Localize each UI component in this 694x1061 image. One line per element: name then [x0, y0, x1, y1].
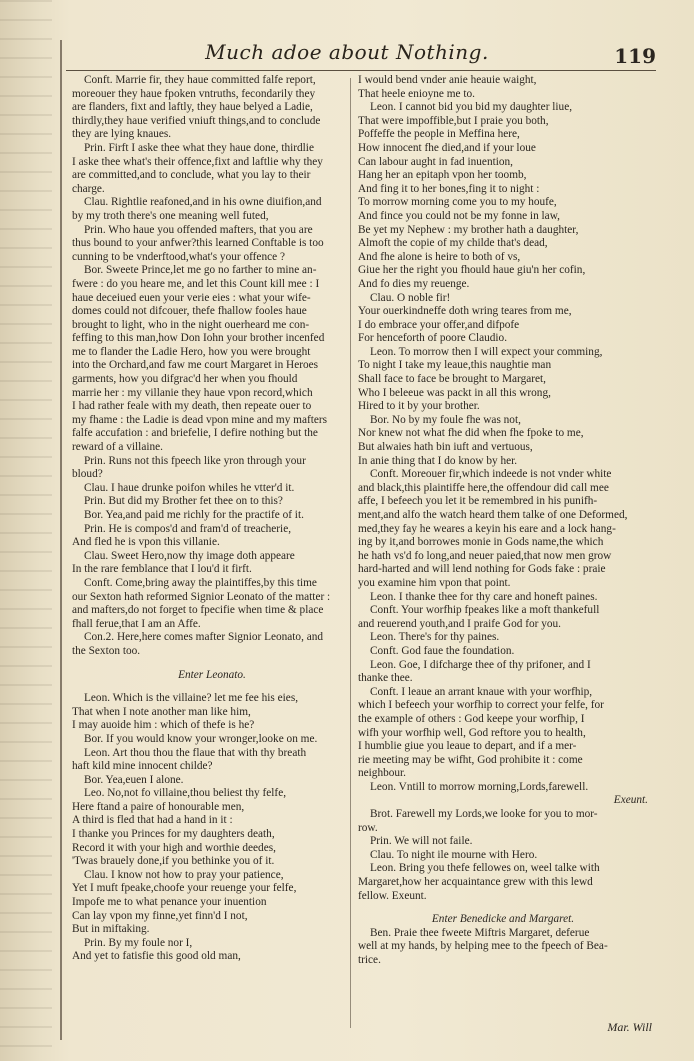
text-line: And fled he is vpon this villanie.	[72, 536, 220, 549]
text-line: fellow. Exeunt.	[358, 889, 427, 902]
text-line: And yet to fatisfie this good old man,	[72, 950, 241, 963]
text-line: Clau. Sweet Hero,now thy image doth appeare	[84, 549, 295, 562]
text-column-right	[358, 74, 648, 968]
text-column-left	[72, 74, 352, 964]
column-divider	[350, 78, 351, 1028]
text-line: Hang her an epitaph vpon her toomb,	[358, 169, 527, 182]
text-line: me to flander the Ladie Hero, how you were brought	[72, 345, 311, 358]
text-line: Leon. I thanke thee for thy care and honeft paines.	[370, 590, 598, 603]
text-line: well at my hands, by helping mee to the fpeech of Bea-	[358, 940, 608, 953]
text-line: they are lying knaues.	[72, 128, 172, 141]
text-line: Brot. Farewell my Lords,we looke for you to mor-	[370, 808, 598, 821]
text-line: Leon. To morrow then I will expect your comming,	[370, 345, 603, 358]
text-line: Giue her the right you fhould haue giu'n her cofin,	[358, 264, 586, 277]
text-line: bloud?	[72, 468, 103, 481]
text-line: Bor. If you would know your wronger,looke on me.	[84, 732, 318, 745]
text-line: Prin. He is compos'd and fram'd of treacherie,	[84, 522, 292, 535]
text-line: But alwaies hath bin iuft and vertuous,	[358, 441, 533, 454]
text-line: Shall face to face be brought to Margaret,	[358, 373, 546, 386]
text-line: feffing to this man,how Don Iohn your brother incenfed	[72, 332, 325, 345]
text-line: Conft. Marrie fir, they haue committed falfe report,	[84, 74, 316, 86]
text-line: Leon. Which is the villaine? let me fee his eies,	[84, 692, 299, 705]
text-line: Leon. Art thou thou the flaue that with thy breath	[84, 746, 307, 759]
stage-direction: Enter Leonato.	[178, 668, 246, 681]
adjacent-page-edge	[0, 0, 52, 1061]
text-line: neighbour.	[358, 767, 407, 780]
text-line: Leo. No,not fo villaine,thou beliest thy felfe,	[84, 787, 287, 800]
catchword: Mar. Will	[607, 1020, 652, 1034]
text-line: reward of a villaine.	[72, 441, 163, 454]
text-line: Prin. We will not faile.	[370, 835, 473, 848]
text-line: med,they fay he weares a keyin his eare and a lock hang-	[358, 522, 616, 535]
text-line: marrie her : my villanie they haue vpon record,which	[72, 386, 313, 399]
text-line: Your ouerkindneffe doth wring teares from me,	[358, 305, 572, 318]
page-number: 119	[614, 44, 656, 68]
text-line: falfe accufation : and briefelie, I defire nothing but the	[72, 427, 318, 440]
text-line: our Sexton hath reformed Signior Leonato of the matter :	[72, 590, 331, 603]
text-line: cunning to be vnderftood,what's your offence ?	[72, 250, 285, 263]
text-line: I had rather feale with my death, then repeate ouer to	[72, 400, 312, 413]
text-line: haue deceiued euen your verie eies : what your wife-	[72, 291, 311, 304]
text-line: you examine him vpon that point.	[358, 576, 511, 589]
text-line: To night I take my leaue,this naughtie man	[358, 359, 552, 372]
text-line: Clau. To night ile mourne with Hero.	[370, 848, 538, 861]
text-line: the Sexton too.	[72, 644, 141, 657]
text-line: That when I note another man like him,	[72, 705, 251, 718]
text-line: I thanke you Princes for my daughters death,	[72, 828, 275, 841]
text-line: fhall ferue,that I am an Affe.	[72, 617, 201, 630]
text-line: Prin. Runs not this fpeech like yron through your	[84, 454, 306, 467]
text-line: he hath vs'd fo long,and neuer paied,that now men grow	[358, 549, 612, 562]
text-line: Leon. Bring you thefe fellowes on, weel talke with	[370, 862, 600, 875]
text-line: my fhame : the Ladie is dead vpon mine and my mafters	[72, 413, 328, 426]
text-line: haft kild mine innocent childe?	[72, 760, 213, 773]
text-line: Almoft the copie of my childe that's dead,	[358, 237, 548, 250]
text-line: Prin. Who haue you offended mafters, that you are	[84, 223, 313, 236]
text-line: ing by it,and borrowes monie in Gods name,the which	[358, 536, 604, 549]
text-line: I would bend vnder anie heauie waight,	[358, 74, 537, 86]
text-line: Leon. Vntill to morrow morning,Lords,farewell.	[370, 780, 589, 793]
text-line: and black,this plaintiffe here,the offendour did call mee	[358, 481, 609, 494]
text-line: and reuerend youth,and I praife God for you.	[358, 617, 561, 630]
text-line: Clau. O noble fir!	[370, 291, 451, 304]
text-line: Conft. Your worfhip fpeakes like a moft thankefull	[370, 604, 600, 617]
header-rule	[66, 70, 656, 71]
text-line: Exeunt.	[613, 794, 648, 807]
text-line: Prin. Firft I aske thee what they haue done, thirdlie	[84, 141, 314, 154]
text-line: But in miftaking.	[72, 923, 150, 936]
text-line: Can labour aught in fad inuention,	[358, 155, 513, 168]
text-line: moreouer they haue fpoken vntruths, fecondarily they	[72, 87, 316, 100]
text-line: Bor. Yea,euen I alone.	[84, 773, 184, 786]
text-line: Margaret,how her acquaintance grew with this lewd	[358, 876, 593, 889]
text-line: wifh your worfhip well, God reftore you to health,	[358, 726, 586, 739]
text-line: Prin. By my foule nor I,	[84, 936, 193, 949]
text-line: And fing it to her bones,fing it to night :	[358, 182, 540, 195]
text-line: Hired to it by your brother.	[358, 400, 480, 413]
line-gap	[72, 682, 352, 692]
text-line: And fo dies my reuenge.	[358, 277, 470, 290]
text-line: brought to light, who in the night ouerheard me con-	[72, 318, 310, 331]
text-line: Bor. No by my foule fhe was not,	[370, 413, 521, 426]
text-line: are committed,and to conclude, what you lay to their	[72, 169, 311, 182]
text-line: Bor. Yea,and paid me richly for the practife of it.	[84, 509, 304, 521]
text-line: thus bound to your anfwer?this learned Conftable is too	[72, 237, 324, 250]
text-line: In anie thing that I do know by her.	[358, 454, 518, 467]
text-line: Conft. I leaue an arrant knaue with your worfhip,	[370, 685, 593, 698]
text-line: into the Orchard,and faw me court Margaret in Heroes	[72, 359, 319, 372]
line-gap	[358, 903, 648, 913]
page-margin-rule	[60, 40, 62, 1040]
text-line: For henceforth of poore Claudio.	[358, 332, 508, 345]
text-line: Ben. Praie thee fweete Miftris Margaret, deferue	[370, 926, 590, 939]
text-line: Impofe me to what penance your inuention	[72, 896, 267, 909]
text-line: the example of others : God keepe your worfhip, I	[358, 712, 585, 725]
text-line: I aske thee what's their offence,fixt and laftlie why they	[72, 155, 323, 168]
text-line: Leon. There's for thy paines.	[370, 631, 500, 644]
text-line: Clau. Rightlie reafoned,and in his owne diuifion,and	[84, 196, 322, 209]
text-line: And fhe alone is heire to both of vs,	[358, 250, 521, 263]
text-line: Clau. I know not how to pray your patience,	[84, 868, 284, 881]
text-line: A third is fled that had a hand in it :	[72, 814, 233, 827]
text-line: which I befeech your worfhip to correct your felfe, for	[358, 699, 604, 712]
running-title: Much adoe about Nothing.	[205, 40, 489, 64]
text-line: row.	[358, 821, 378, 834]
text-line: Conft. God faue the foundation.	[370, 644, 515, 657]
line-gap	[72, 659, 352, 669]
text-line: fwere : do you heare me, and let this Count kill mee : I	[72, 277, 320, 290]
text-line: Conft. Moreouer fir,which indeede is not vnder white	[370, 468, 612, 481]
text-line: Conft. Come,bring away the plaintiffes,by this time	[84, 576, 317, 589]
text-line: charge.	[72, 182, 105, 195]
text-line: Bor. Sweete Prince,let me go no farther to mine an-	[84, 264, 317, 277]
text-line: Poffeffe the people in Meffina here,	[358, 128, 520, 141]
text-line: And fince you could not be my fonne in law,	[358, 209, 560, 222]
text-line: Record it with your high and worthie deedes,	[72, 841, 276, 854]
text-line: ment,and alfo the watch heard them talke of one Deformed,	[358, 509, 628, 521]
text-line: I humblie giue you leaue to depart, and if a mer-	[358, 740, 577, 753]
text-line: Con.2. Here,here comes mafter Signior Leonato, and	[84, 631, 324, 644]
text-line: I do embrace your offer,and difpofe	[358, 318, 520, 331]
text-line: and mafters,do not forget to fpecifie when time & place	[72, 604, 324, 617]
text-line: To morrow morning come you to my houfe,	[358, 196, 557, 209]
text-line: thirdly,they haue verified vniuft things,and to conclude	[72, 114, 321, 127]
text-line: Leon. I cannot bid you bid my daughter liue,	[370, 101, 573, 114]
text-line: are flanders, fixt and laftly, they haue belyed a Ladie,	[72, 101, 313, 114]
text-line: Who I beleeue was packt in all this wrong,	[358, 386, 551, 399]
text-line: In the rare femblance that I lou'd it firft.	[72, 563, 252, 576]
text-line: Leon. Goe, I difcharge thee of thy prifoner, and I	[370, 658, 591, 671]
text-line: Here ftand a paire of honourable men,	[72, 800, 245, 813]
text-line: Nor knew not what fhe did when fhe fpoke to me,	[358, 427, 584, 440]
text-line: 'Twas brauely done,if you bethinke you of it.	[72, 855, 275, 868]
text-line: affe, I befeech you let it be remembred in his punifh-	[358, 495, 598, 508]
text-line: Can lay vpon my finne,yet finn'd I not,	[72, 909, 248, 922]
text-line: by my troth there's one meaning well futed,	[72, 209, 269, 222]
text-line: hard-harted and will lend nothing for Gods fake : praie	[358, 563, 606, 576]
text-line: That were impoffible,but I praie you both,	[358, 114, 549, 127]
text-line: trice.	[358, 954, 381, 966]
text-line: That heele enioyne me to.	[358, 87, 476, 100]
text-line: Be yet my Nephew : my brother hath a daughter,	[358, 223, 579, 236]
text-line: thanke thee.	[358, 672, 413, 685]
stage-direction: Enter Benedicke and Margaret.	[431, 913, 575, 926]
text-line: Yet I muft fpeake,choofe your reuenge your felfe,	[72, 882, 297, 895]
text-line: garments, how you difgrac'd her when you fhould	[72, 373, 298, 386]
text-line: Prin. But did my Brother fet thee on to this?	[84, 495, 283, 508]
text-line: rie meeting may be wifht, God prohibite it : come	[358, 753, 583, 766]
text-line: How innocent fhe died,and if your loue	[358, 141, 536, 154]
text-line: I may auoide him : which of thefe is he?	[72, 719, 255, 732]
text-line: Clau. I haue drunke poifon whiles he vtter'd it.	[84, 481, 295, 494]
text-line: domes could not difcouer, thefe fhallow fooles haue	[72, 305, 307, 318]
